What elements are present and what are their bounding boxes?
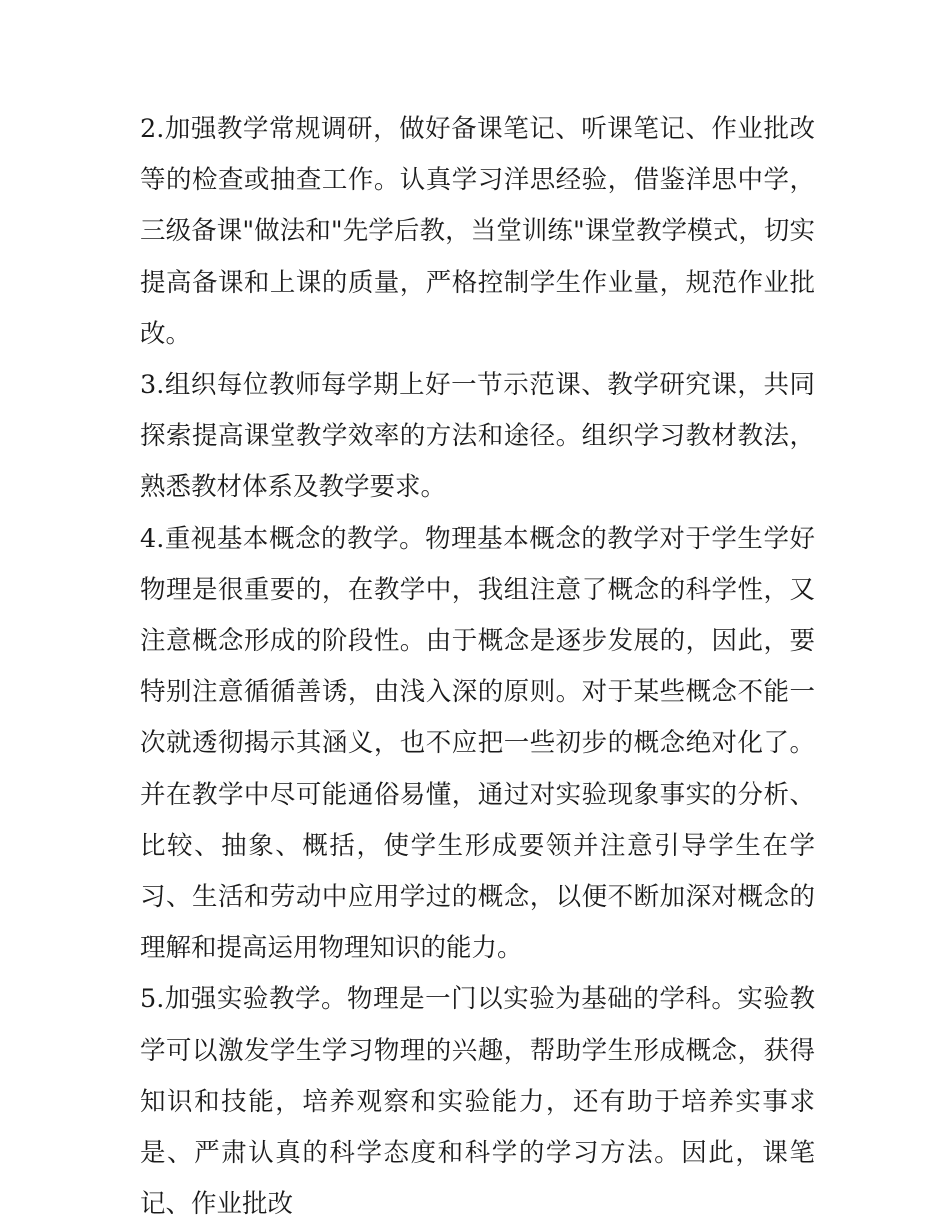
paragraph-item-5: 5.加强实验教学。物理是一门以实验为基础的学科。实验教学可以激发学生学习物理的兴趣，帮助学生形成概念，获得知识和技能，培养观察和实验能力，还有助于培养实事求是、严肃认真的科学态度和科学的学习方法。因此，课笔记、作业批改: [140, 984, 815, 1220]
paragraph-item-3: 3.组织每位教师每学期上好一节示范课、教学研究课，共同探索提高课堂教学效率的方法和途径。组织学习教材教法，熟悉教材体系及教学要求。: [140, 370, 815, 503]
paragraph-item-2: 2.加强教学常规调研，做好备课笔记、听课笔记、作业批改等的检查或抽查工作。认真学习洋思经验，借鉴洋思中学，三级备课"做法和"先学后教，当堂训练"课堂教学模式，切实提高备课和上课的质量，严格控制学生作业量，规范作业批改。: [140, 114, 815, 349]
document-body: [140, 104, 815, 1230]
paragraph-item-4: 4.重视基本概念的教学。物理基本概念的教学对于学生学好物理是很重要的，在教学中，我组注意了概念的科学性，又注意概念形成的阶段性。由于概念是逐步发展的，因此，要特别注意循循善诱，由浅入深的原则。对于某些概念不能一次就透彻揭示其涵义，也不应把一些初步的概念绝对化了。并在教学中尽可能通俗易懂，通过对实验现象事实的分析、比较、抽象、概括，使学生形成要领并注意引导学生在学习、生活和劳动中应用学过的概念，以便不断加深对概念的理解和提高运用物理知识的能力。: [140, 523, 815, 964]
